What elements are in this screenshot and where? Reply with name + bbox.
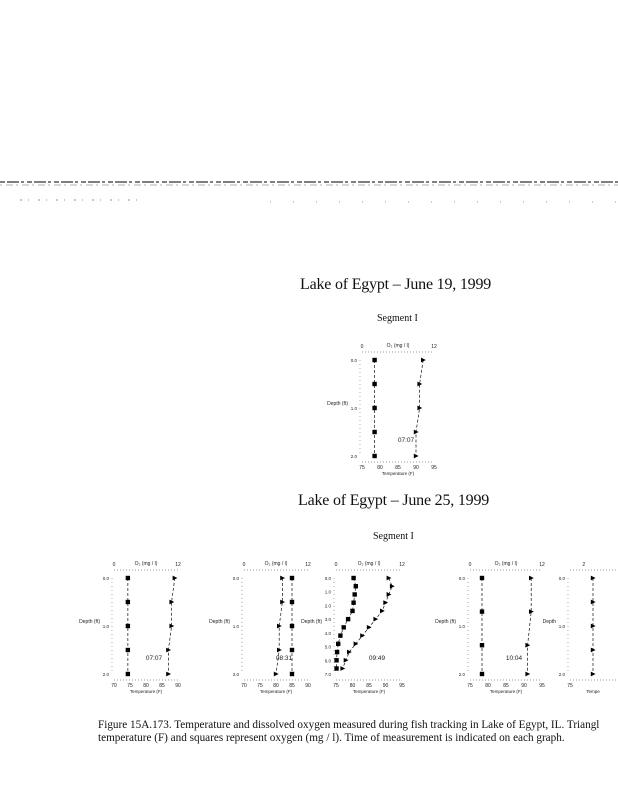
temperature-tick-label: 75 bbox=[359, 465, 365, 471]
time-label: 09:49 bbox=[368, 655, 386, 662]
o2-tick-label: 2 bbox=[582, 562, 586, 568]
o2-tick-label: 0 bbox=[468, 562, 472, 568]
temperature-axis-label: Temperature (F) bbox=[129, 689, 163, 694]
oxygen-point-square bbox=[126, 624, 130, 628]
depth-tick-label: 0.0 bbox=[324, 576, 331, 581]
figure-title-june25: Lake of Egypt – June 25, 1999 bbox=[298, 492, 490, 509]
depth-tick-label: 2.0 bbox=[458, 672, 465, 677]
caption-line-2: temperature (F) and squares represent oxygen (mg / l). Time of measurement is indicated on each graph. bbox=[98, 732, 565, 744]
temperature-tick-label: 85 bbox=[366, 683, 372, 689]
temperature-tick-label: 90 bbox=[175, 683, 181, 689]
oxygen-point-square bbox=[480, 643, 484, 647]
scan-noise-band bbox=[0, 178, 618, 212]
depth-tick-label: 2.0 bbox=[102, 672, 109, 677]
depth-axis-label: Depth (ft) bbox=[79, 619, 100, 625]
depth-tick-label: 2.0 bbox=[350, 454, 357, 459]
depth-tick-label: 0.0 bbox=[102, 576, 109, 581]
o2-axis-label: O₂ (mg / l) bbox=[134, 561, 158, 567]
temperature-point-triangle bbox=[383, 600, 388, 605]
time-label: 07:07 bbox=[397, 437, 415, 444]
temperature-tick-label: 75 bbox=[567, 683, 573, 689]
oxygen-point-square bbox=[290, 576, 294, 580]
depth-tick-label: 5.0 bbox=[324, 644, 331, 650]
oxygen-point-square bbox=[351, 576, 355, 580]
oxygen-point-square bbox=[290, 600, 294, 604]
temperature-tick-label: 75 bbox=[127, 683, 133, 689]
temperature-series-line bbox=[528, 578, 532, 674]
o2-tick-label: 0 bbox=[242, 562, 246, 568]
temperature-tick-label: 90 bbox=[521, 683, 527, 689]
oxygen-point-square bbox=[353, 592, 357, 596]
depth-profile-graph bbox=[327, 334, 440, 484]
o2-axis-label: O₂ (mg / l) bbox=[264, 561, 288, 567]
temperature-tick-label: 95 bbox=[399, 683, 405, 689]
oxygen-point-square bbox=[480, 672, 484, 676]
temperature-point-triangle bbox=[387, 576, 392, 581]
temperature-tick-label: 85 bbox=[503, 683, 509, 689]
depth-tick-label: 4.0 bbox=[324, 630, 331, 636]
oxygen-point-square bbox=[334, 666, 338, 670]
temperature-point-triangle bbox=[380, 609, 385, 614]
o2-tick-label: 12 bbox=[539, 562, 545, 568]
depth-profile-graph bbox=[79, 552, 184, 702]
temperature-tick-label: 90 bbox=[382, 683, 389, 689]
oxygen-point-square bbox=[350, 609, 354, 613]
depth-profile-graph bbox=[209, 552, 314, 702]
temperature-point-triangle bbox=[274, 672, 279, 677]
temperature-point-triangle bbox=[344, 658, 349, 663]
o2-axis-label: O₂ (mg / l) bbox=[386, 343, 410, 349]
temperature-tick-label: 85 bbox=[289, 683, 295, 689]
temperature-tick-label: 80 bbox=[273, 683, 279, 689]
o2-tick-label: 0 bbox=[112, 562, 116, 568]
depth-profile-graph bbox=[435, 552, 548, 702]
oxygen-point-square bbox=[334, 658, 338, 662]
temperature-point-triangle bbox=[360, 633, 365, 638]
o2-tick-label: 0 bbox=[360, 344, 364, 350]
depth-axis-label: Depth (ft) bbox=[435, 619, 456, 625]
oxygen-point-square bbox=[126, 600, 130, 604]
o2-axis-label: O₂ (mg / l) bbox=[357, 561, 381, 567]
depth-profile-graph bbox=[301, 552, 408, 702]
oxygen-point-square bbox=[372, 430, 376, 434]
temperature-tick-label: 95 bbox=[539, 683, 545, 689]
oxygen-point-square bbox=[290, 624, 294, 628]
temperature-axis-label: Temperature (F) bbox=[259, 689, 293, 694]
time-label: 10:04 bbox=[505, 655, 523, 662]
depth-tick-label: 0.0 bbox=[232, 576, 239, 581]
oxygen-point-square bbox=[372, 358, 376, 362]
temperature-point-triangle bbox=[166, 672, 171, 677]
segment-label-june25: Segment I bbox=[373, 531, 414, 542]
oxygen-point-square bbox=[336, 642, 340, 646]
o2-tick-label: 0 bbox=[334, 562, 338, 568]
depth-tick-label: 0.0 bbox=[458, 576, 465, 581]
temperature-point-triangle bbox=[525, 672, 530, 677]
temperature-point-triangle bbox=[347, 650, 352, 655]
oxygen-point-square bbox=[126, 672, 130, 676]
depth-tick-label: 1.0 bbox=[324, 589, 331, 595]
temperature-point-triangle bbox=[340, 666, 345, 671]
oxygen-point-square bbox=[290, 648, 294, 652]
depth-axis-label: Depth (ft) bbox=[209, 619, 230, 625]
depth-tick-label: 1.0 bbox=[232, 624, 239, 629]
temperature-tick-label: 80 bbox=[377, 465, 383, 471]
oxygen-point-square bbox=[338, 633, 342, 637]
o2-tick-label: 12 bbox=[431, 344, 437, 350]
temperature-tick-label: 70 bbox=[241, 683, 247, 689]
temperature-axis-label: Temperature (F) bbox=[352, 689, 386, 694]
depth-tick-label: 1.0 bbox=[350, 406, 357, 411]
temperature-axis-label: Temperature (F) bbox=[489, 689, 523, 694]
temperature-tick-label: 75 bbox=[257, 683, 263, 689]
temperature-point-triangle bbox=[387, 592, 392, 597]
oxygen-point-square bbox=[335, 650, 339, 654]
depth-axis-label: Depth (ft) bbox=[327, 401, 348, 407]
temperature-tick-label: 70 bbox=[111, 683, 117, 689]
depth-tick-label: 0.0 bbox=[350, 358, 357, 363]
oxygen-point-square bbox=[480, 576, 484, 580]
temperature-axis-label: Temperature (F) bbox=[381, 471, 415, 476]
temperature-tick-label: 80 bbox=[485, 683, 491, 689]
segment-label-june19: Segment I bbox=[377, 313, 418, 324]
temperature-tick-label: 90 bbox=[305, 683, 311, 689]
temperature-tick-label: 95 bbox=[431, 465, 437, 471]
depth-tick-label: 1.0 bbox=[558, 624, 565, 629]
temperature-tick-label: 75 bbox=[467, 683, 473, 689]
temperature-point-triangle bbox=[414, 454, 419, 459]
depth-tick-label: 2.0 bbox=[558, 672, 565, 677]
temperature-tick-label: 80 bbox=[143, 683, 149, 689]
o2-tick-label: 12 bbox=[399, 562, 405, 568]
oxygen-point-square bbox=[126, 576, 130, 580]
depth-tick-label: 6.0 bbox=[324, 658, 331, 664]
depth-tick-label: 1.0 bbox=[458, 624, 465, 629]
figure-title-june19: Lake of Egypt – June 19, 1999 bbox=[300, 276, 492, 293]
temperature-axis-label: Tempe bbox=[586, 689, 600, 694]
oxygen-point-square bbox=[290, 672, 294, 676]
depth-tick-label: 3.0 bbox=[324, 617, 331, 623]
depth-tick-label: 7.0 bbox=[324, 672, 331, 677]
oxygen-point-square bbox=[372, 382, 376, 386]
oxygen-point-square bbox=[354, 584, 358, 588]
oxygen-point-square bbox=[480, 609, 484, 613]
o2-tick-label: 12 bbox=[175, 562, 181, 568]
depth-tick-label: 2.0 bbox=[232, 672, 239, 677]
temperature-tick-label: 85 bbox=[395, 465, 401, 471]
oxygen-point-square bbox=[342, 625, 346, 629]
figure-caption bbox=[98, 719, 618, 745]
time-label: 07:07 bbox=[145, 655, 163, 662]
depth-tick-label: 0.0 bbox=[558, 576, 565, 581]
caption-line-1: Figure 15A.173. Temperature and dissolved oxygen measured during fish tracking in Lake of Egypt, IL. Triangl bbox=[98, 719, 600, 731]
temperature-point-triangle bbox=[173, 576, 178, 581]
temperature-tick-label: 85 bbox=[159, 683, 165, 689]
time-label: 08:31 bbox=[275, 655, 293, 662]
temperature-point-triangle bbox=[591, 672, 596, 677]
o2-tick-label: 12 bbox=[305, 562, 311, 568]
oxygen-point-square bbox=[372, 454, 376, 458]
depth-tick-label: 2.0 bbox=[324, 603, 331, 609]
temperature-point-triangle bbox=[354, 641, 359, 646]
oxygen-point-square bbox=[372, 406, 376, 410]
oxygen-series-line bbox=[337, 578, 356, 669]
oxygen-point-square bbox=[126, 648, 130, 652]
depth-tick-label: 1.0 bbox=[102, 624, 109, 629]
depth-axis-label: Depth (ft) bbox=[301, 619, 322, 625]
temperature-point-triangle bbox=[421, 358, 426, 363]
temperature-point-triangle bbox=[367, 625, 372, 630]
o2-axis-label: O₂ (mg / l) bbox=[494, 561, 518, 567]
oxygen-point-square bbox=[351, 600, 355, 604]
temperature-point-triangle bbox=[390, 584, 395, 589]
temperature-tick-label: 90 bbox=[413, 465, 419, 471]
oxygen-point-square bbox=[346, 617, 350, 621]
temperature-point-triangle bbox=[373, 617, 378, 622]
depth-axis-label: Depth bbox=[542, 619, 556, 625]
temperature-tick-label: 80 bbox=[349, 683, 356, 689]
temperature-tick-label: 75 bbox=[333, 683, 339, 689]
